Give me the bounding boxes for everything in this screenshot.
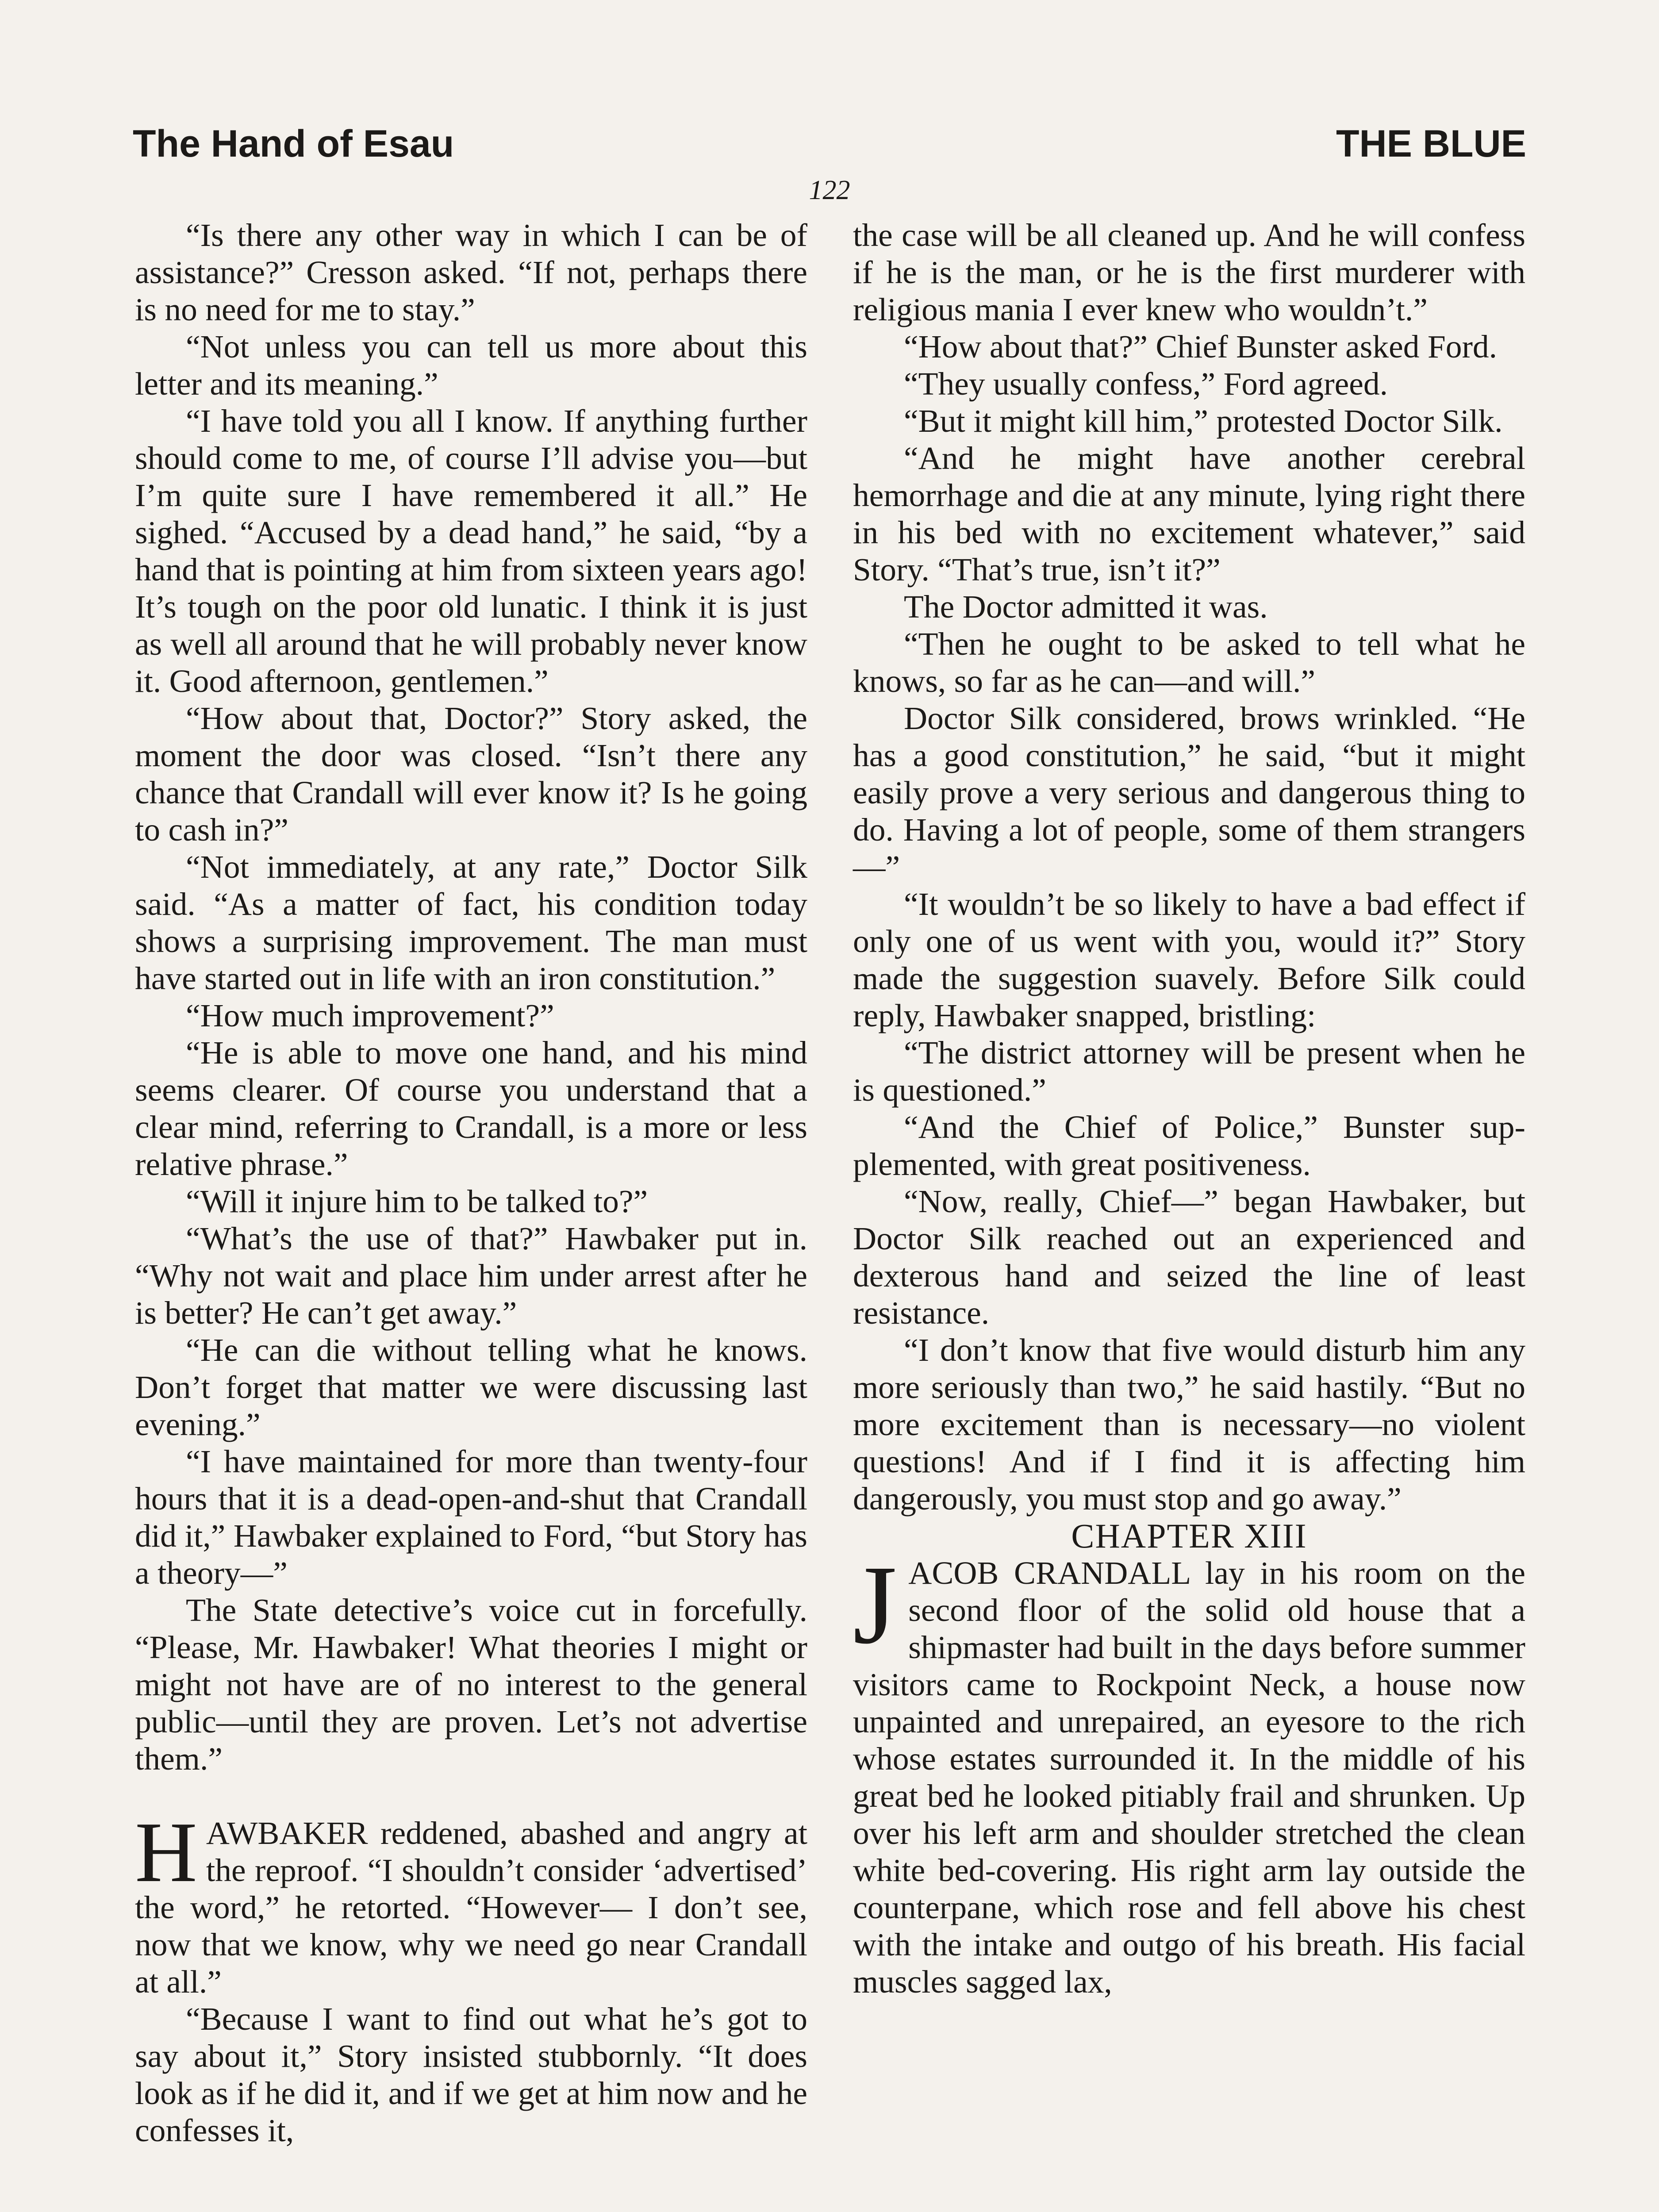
paragraph: “Then he ought to be asked to tell what he knows, so far as he can—and will.” <box>853 626 1525 699</box>
paragraph: “Will it injure him to be talked to?” <box>186 1183 648 1219</box>
paragraph: “Not unless you can tell us more about this letter and its meaning.” <box>135 329 807 402</box>
drop-cap-letter: J <box>853 1543 897 1667</box>
paragraph: “I don’t know that five would disturb him any more seriously than two,” he said hastily. “But no more excitement than is necessary—no violent questions! And if I find it is affecting him dangerously, you must stop and go away.” <box>853 1332 1525 1517</box>
drop-cap-letter: H <box>135 1805 197 1900</box>
paragraph: “How about that, Doctor?” Story asked, the moment the door was closed. “Isn’t there any chance that Crandall will ever know it? Is he going to cash in?” <box>135 700 807 848</box>
paragraph-continued: the case will be all cleaned up. And he will confess if he is the man, or he is the first murderer with religious mania I ever knew who wouldn’t.” <box>853 217 1525 327</box>
paragraph: “Is there any other way in which I can be of assistance?” Cresson asked. “If not, perhaps there is no need for me to stay.” <box>135 217 807 327</box>
paragraph: “The district attorney will be present when he is questioned.” <box>853 1035 1525 1108</box>
paragraph: “And the Chief of Police,” Bunster supplemented, with great positiveness. <box>853 1109 1525 1182</box>
paragraph: “It wouldn’t be so likely to have a bad effect if only one of us went with you, would it?” Story made the suggestion suavely. Before Silk could reply, Hawbaker snapped, bristling: <box>853 886 1525 1033</box>
paragraph: “I have maintained for more than twenty-four hours that it is a dead-open-and-shut that Crandall did it,” Hawbaker explained to Ford, “but Story has a theory—” <box>135 1444 807 1591</box>
paragraph: “How about that?” Chief Bunster asked Ford. <box>904 329 1498 365</box>
paragraph: “Not immediately, at any rate,” Doctor Silk said. “As a matter of fact, his condition today shows a surprising improvement. The man must have started out in life with an iron constitution.” <box>135 849 807 996</box>
paragraph: “But it might kill him,” protested Doctor Silk. <box>904 403 1503 439</box>
chapter-opening-text: ACOB CRANDALL lay in his room on the second floor of the solid old house that a shipmaster had built in the days before summer visitors came to Rockpoint Neck, a house now unpainted and unrepaired, an eyesore to the rich whose estates surrounded it. In the middle of his great bed he looked pitiably frail and shrunken. Up over his left arm and shoulder stretched the clean white bed-covering. His right arm lay outside the counterpane, which rose and fell above his chest with the intake and outgo of his breath. His facial muscles sagged lax, <box>853 1555 1525 2000</box>
chapter-opening-paragraph <box>853 1543 1525 2001</box>
header-story-title: The Hand of Esau <box>133 123 454 165</box>
section-opening-text: AWBAKER reddened, abashed and angry at the reproof. “I shouldn’t consider ‘advertised’ the word,” he retorted. “However— I don’t see, now that we know, why we need go near Crandall at all.” <box>135 1815 807 2000</box>
paragraph: “I have told you all I know. If anything further should come to me, of course I’ll advise you—but I’m quite sure I have remembered it all.” He sighed. “Accused by a dead hand,” he said, “by a hand that is pointing at him from sixteen years ago! It’s tough on the poor old lunatic. I think it is just as well all around that he will probably never know it. Good afternoon, gentlemen.” <box>135 403 807 699</box>
section-opening-paragraph <box>135 1805 807 2001</box>
paragraph: The Doctor admitted it was. <box>904 589 1268 625</box>
paragraph: “And he might have another cerebral hemorrhage and die at any minute, lying right there in his bed with no excitement whatever,” said Story. “That’s true, isn’t it?” <box>853 440 1525 588</box>
paragraph: “He can die without telling what he knows. Don’t forget that matter we were discussing last evening.” <box>135 1332 807 1442</box>
running-header <box>133 111 1526 177</box>
chapter-heading: CHAPTER XIII <box>1071 1517 1307 1555</box>
page-number: 122 <box>809 175 850 205</box>
header-magazine-title: THE BLUE <box>1336 123 1526 165</box>
paragraph: Doctor Silk considered, brows wrinkled. “He has a good constitution,” he said, “but it might easily prove a very serious and dangerous thing to do. Having a lot of people, some of them strangers—” <box>853 700 1525 885</box>
left-column <box>135 217 807 2149</box>
paragraph: “They usually confess,” Ford agreed. <box>904 366 1388 402</box>
paragraph: The State detective’s voice cut in forcefully. “Please, Mr. Hawbaker! What theories I might or might not have are of no interest to the general public—until they are proven. Let’s not advertise them.” <box>135 1592 807 1777</box>
right-column <box>853 217 1525 2001</box>
paragraph: “He is able to move one hand, and his mind seems clearer. Of course you understand that a clear mind, referring to Crandall, is a more or less relative phrase.” <box>135 1035 807 1182</box>
paragraph: “How much improvement?” <box>186 998 554 1033</box>
paragraph: “Now, really, Chief—” began Hawbaker, but Doctor Silk reached out an experienced and dexterous hand and seized the line of least resistance. <box>853 1183 1525 1331</box>
paragraph: “What’s the use of that?” Hawbaker put in. “Why not wait and place him under arrest after he is better? He can’t get away.” <box>135 1221 807 1331</box>
paragraph: “Because I want to find out what he’s got to say about it,” Story insisted stubbornly. “It does look as if he did it, and if we get at him now and he confesses it, <box>135 2001 807 2148</box>
